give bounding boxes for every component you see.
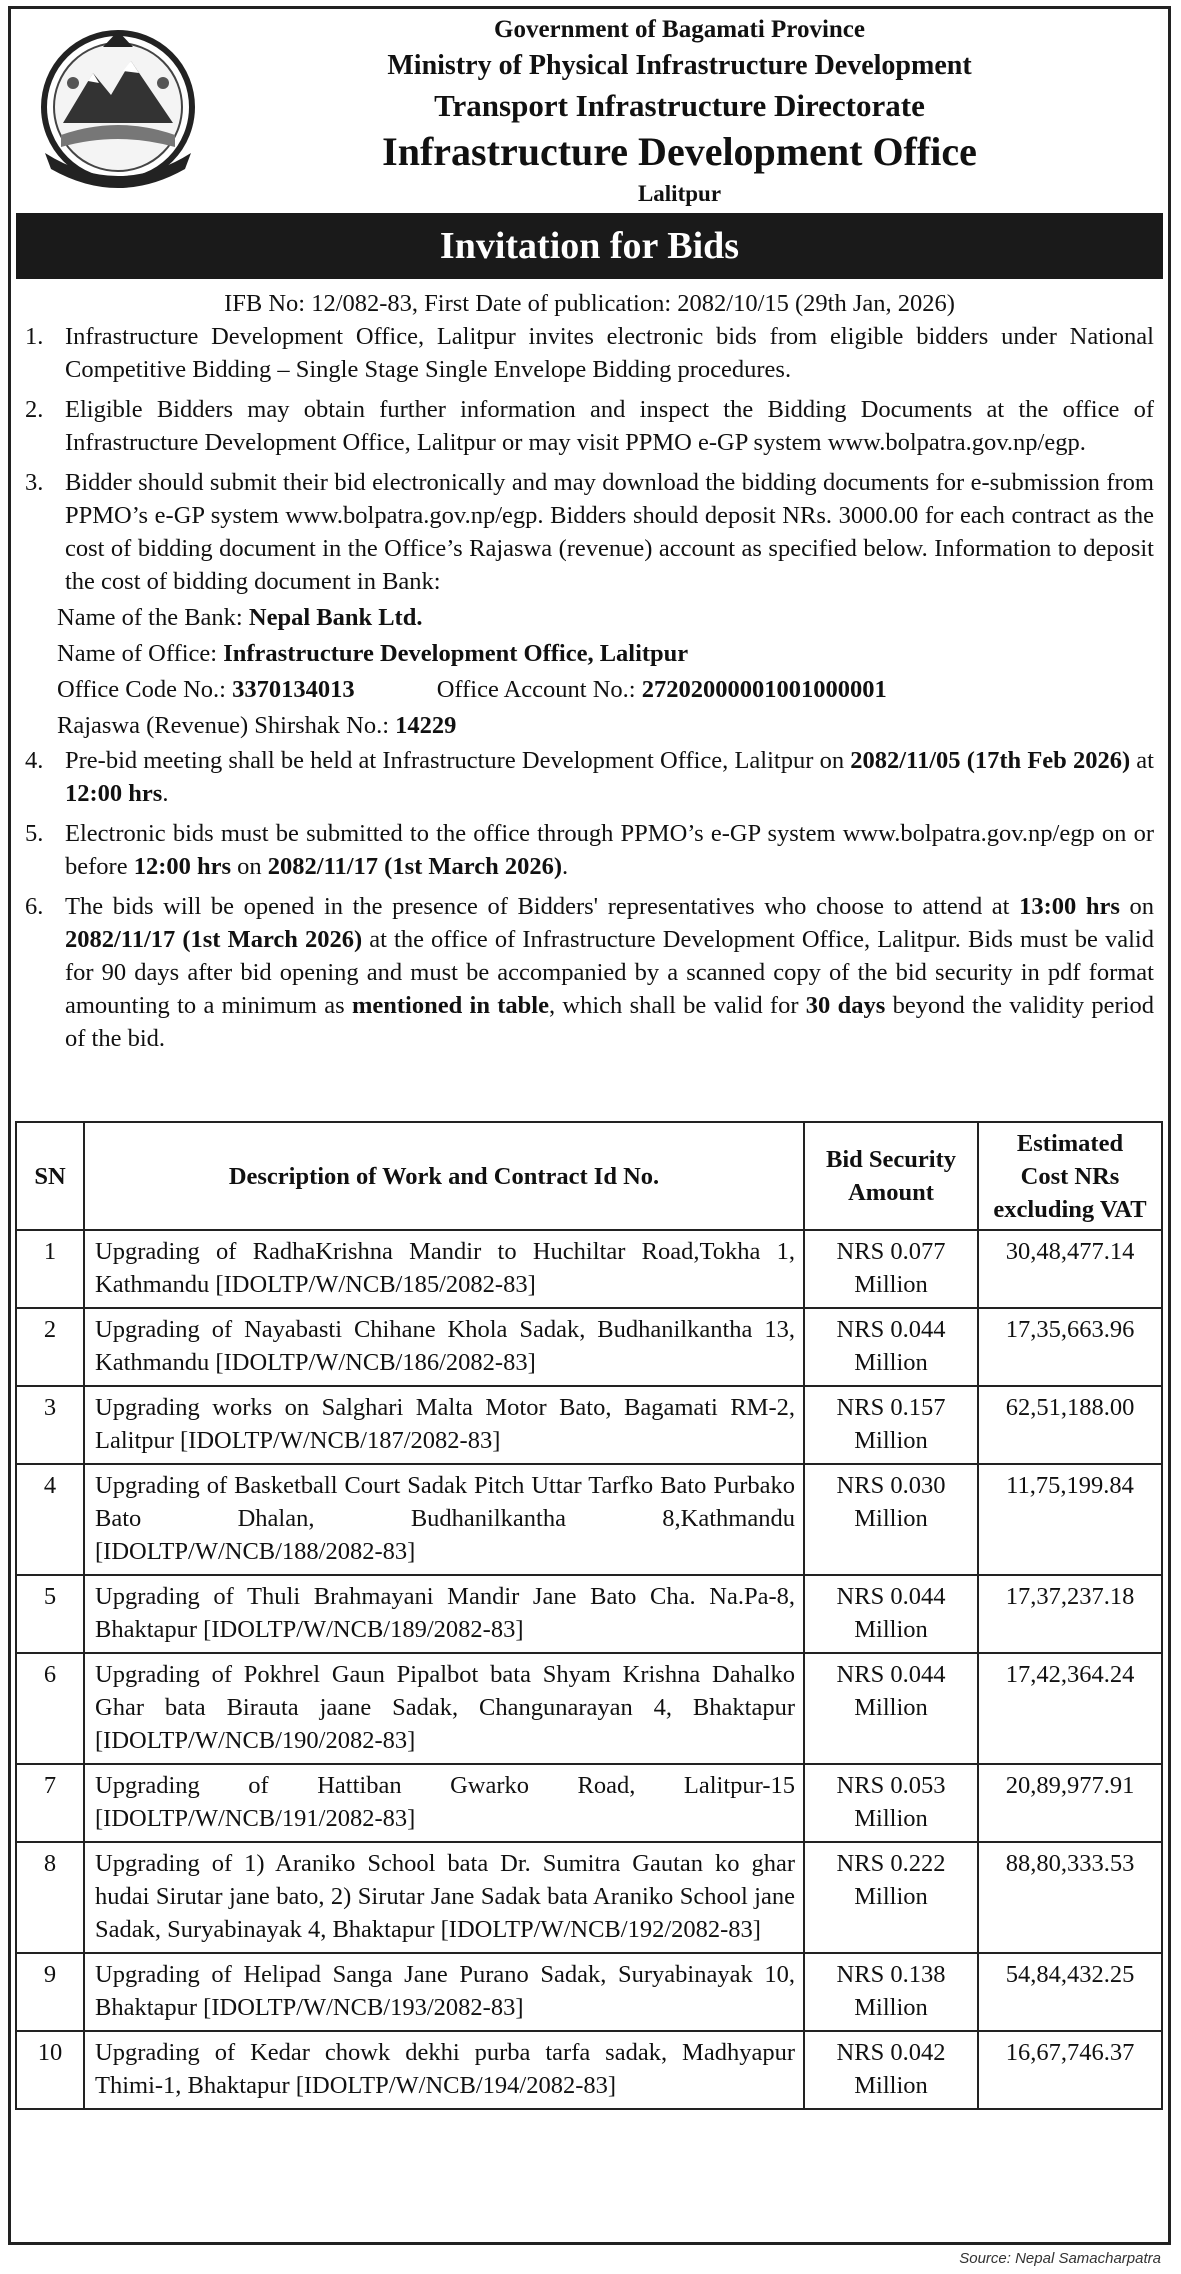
table-row — [16, 1653, 1162, 1764]
row-description: Upgrading of RadhaKrishna Mandir to Huchiltar Road,Tokha 1, Kathmandu [IDOLTP/W/NCB/185/2082-83] — [84, 1230, 804, 1308]
row-description: Upgrading of Thuli Brahmayani Mandir Jane Bato Cha. Na.Pa-8, Bhaktapur [IDOLTP/W/NCB/189/2082-83] — [84, 1575, 804, 1653]
table-header-row — [16, 1122, 1162, 1230]
row-sn: 3 — [16, 1386, 84, 1464]
row-sn: 9 — [16, 1953, 84, 2031]
ifb-number: IFB No: 12/082-83, First Date of publication: 2082/10/15 (29th Jan, 2026) — [224, 290, 955, 317]
row-description: Upgrading of 1) Araniko School bata Dr. Sumitra Gautan ko ghar hudai Sirutar jane bato, 2) Sirutar Jane Sadak bata Araniko School jane Sadak, Suryabinayak 4, Bhaktapur [IDOLTP/W/NCB/192/2082-83] — [84, 1842, 804, 1953]
row-estimated-cost: 62,51,188.00 — [978, 1386, 1162, 1464]
notice-frame — [8, 6, 1171, 2245]
row-estimated-cost: 88,80,333.53 — [978, 1842, 1162, 1953]
header — [11, 9, 1168, 209]
notice-banner: Invitation for Bids — [16, 213, 1163, 279]
bank-name-row: Name of the Bank: Nepal Bank Ltd. — [57, 604, 423, 631]
office-account: Office Account No.: 27202000001001000001 — [436, 676, 887, 703]
row-bid-security: NRS 0.222 Million — [804, 1842, 978, 1953]
ministry-name: Ministry of Physical Infrastructure Development — [387, 50, 972, 81]
row-description: Upgrading of Basketball Court Sadak Pitch Uttar Tarfko Bato Purbako Bato Dhalan, Budhanilkantha 8,Kathmandu [IDOLTP/W/NCB/188/2082-83] — [84, 1464, 804, 1575]
table-row — [16, 2031, 1162, 2109]
row-bid-security: NRS 0.044 Million — [804, 1575, 978, 1653]
table-row — [16, 1575, 1162, 1653]
row-description: Upgrading of Hattiban Gwarko Road, Lalitpur-15 [IDOLTP/W/NCB/191/2082-83] — [84, 1764, 804, 1842]
table-row — [16, 1230, 1162, 1308]
paragraph-1: 1. Infrastructure Development Office, Lalitpur invites electronic bids from eligible bidders under National Competitive Bidding – Single Stage Single Envelope Bidding procedures. — [25, 323, 1154, 383]
header-description: Description of Work and Contract Id No. — [84, 1122, 804, 1230]
office-name-row: Name of Office: Infrastructure Development Office, Lalitpur — [57, 640, 689, 667]
table-row — [16, 1386, 1162, 1464]
row-sn: 4 — [16, 1464, 84, 1575]
row-sn: 1 — [16, 1230, 84, 1308]
row-sn: 10 — [16, 2031, 84, 2109]
header-estimated-cost: Estimated Cost NRs excluding VAT — [978, 1122, 1162, 1230]
contracts-table — [15, 1121, 1163, 2110]
row-description: Upgrading of Pokhrel Gaun Pipalbot bata Shyam Krishna Dahalko Ghar bata Birauta jaane Sadak, Changunarayan 4, Bhaktapur [IDOLTP/W/NCB/190/2082-83] — [84, 1653, 804, 1764]
row-bid-security: NRS 0.157 Million — [804, 1386, 978, 1464]
row-sn: 5 — [16, 1575, 84, 1653]
table-row — [16, 1764, 1162, 1842]
row-description: Upgrading works on Salghari Malta Motor Bato, Bagamati RM-2, Lalitpur [IDOLTP/W/NCB/187/2082-83] — [84, 1386, 804, 1464]
table-row — [16, 1953, 1162, 2031]
paragraph-3: 3. Bidder should submit their bid electronically and may download the bidding documents for e-submission from PPMO’s e-GP system www.bolpatra.gov.np/egp. Bidders should deposit NRs. 3000.00 for each contract as the cost of bidding document in the Office’s Rajaswa (revenue) account as specified below. Information to deposit the cost of bidding document in Bank: — [25, 469, 1154, 595]
row-description: Upgrading of Kedar chowk dekhi purba tarfa sadak, Madhyapur Thimi-1, Bhaktapur [IDOLTP/W/NCB/194/2082-83] — [84, 2031, 804, 2109]
paragraph-2: 2. Eligible Bidders may obtain further information and inspect the Bidding Documents at the office of Infrastructure Development Office, Lalitpur or may visit PPMO e-GP system www.bolpatra.gov.np/egp. — [25, 396, 1154, 456]
row-sn: 2 — [16, 1308, 84, 1386]
paragraph-6: 6. The bids will be opened in the presence of Bidders' representatives who choose to attend at 13:00 hrs on 2082/11/17 (1st March 2026) at the office of Infrastructure Development Office, Lalitpur. Bids must be valid for 90 days after bid opening and must be accompanied by a scanned copy of the bid security in pdf format amounting to a minimum as mentioned in table, which shall be valid for 30 days beyond the validity period of the bid. — [25, 893, 1155, 1052]
office-titles — [201, 13, 1158, 211]
office-name: Infrastructure Development Office — [382, 129, 977, 174]
office-location: Lalitpur — [637, 181, 722, 206]
row-sn: 7 — [16, 1764, 84, 1842]
row-estimated-cost: 20,89,977.91 — [978, 1764, 1162, 1842]
paragraph-5: 5. Electronic bids must be submitted to the office through PPMO’s e-GP system www.bolpatra.gov.np/egp on or before 12:00 hrs on 2082/11/17 (1st March 2026). — [25, 820, 1154, 880]
row-estimated-cost: 16,67,746.37 — [978, 2031, 1162, 2109]
row-estimated-cost: 54,84,432.25 — [978, 1953, 1162, 2031]
rajaswa-row: Rajaswa (Revenue) Shirshak No.: 14229 — [57, 712, 457, 739]
row-bid-security: NRS 0.077 Million — [804, 1230, 978, 1308]
notice-body — [11, 287, 1168, 1062]
header-sn: SN — [16, 1122, 84, 1230]
bank-details — [11, 600, 1168, 744]
row-estimated-cost: 17,35,663.96 — [978, 1308, 1162, 1386]
row-estimated-cost: 17,37,237.18 — [978, 1575, 1162, 1653]
row-bid-security: NRS 0.030 Million — [804, 1464, 978, 1575]
row-sn: 6 — [16, 1653, 84, 1764]
office-code-row: Office Code No.: 3370134013 Office Account No.: 27202000001001000001 — [57, 672, 1168, 708]
row-estimated-cost: 30,48,477.14 — [978, 1230, 1162, 1308]
table-row — [16, 1308, 1162, 1386]
row-estimated-cost: 11,75,199.84 — [978, 1464, 1162, 1575]
header-bid-security: Bid Security Amount — [804, 1122, 978, 1230]
row-bid-security: NRS 0.042 Million — [804, 2031, 978, 2109]
row-description: Upgrading of Nayabasti Chihane Khola Sadak, Budhanilkantha 13, Kathmandu [IDOLTP/W/NCB/186/2082-83] — [84, 1308, 804, 1386]
row-bid-security: NRS 0.044 Million — [804, 1653, 978, 1764]
paragraph-4: 4. Pre-bid meeting shall be held at Infrastructure Development Office, Lalitpur on 2082/11/05 (17th Feb 2026) at 12:00 hrs. — [25, 747, 1154, 807]
row-description: Upgrading of Helipad Sanga Jane Purano Sadak, Suryabinayak 10, Bhaktapur [IDOLTP/W/NCB/193/2082-83] — [84, 1953, 804, 2031]
table-row — [16, 1842, 1162, 1953]
row-sn: 8 — [16, 1842, 84, 1953]
source-credit: Source: Nepal Samacharpatra — [959, 2250, 1161, 2267]
government-name: Government of Bagamati Province — [494, 16, 865, 43]
table-row — [16, 1464, 1162, 1575]
nepal-emblem-icon — [33, 23, 203, 191]
row-bid-security: NRS 0.044 Million — [804, 1308, 978, 1386]
row-estimated-cost: 17,42,364.24 — [978, 1653, 1162, 1764]
row-bid-security: NRS 0.138 Million — [804, 1953, 978, 2031]
row-bid-security: NRS 0.053 Million — [804, 1764, 978, 1842]
directorate-name: Transport Infrastructure Directorate — [434, 88, 925, 123]
